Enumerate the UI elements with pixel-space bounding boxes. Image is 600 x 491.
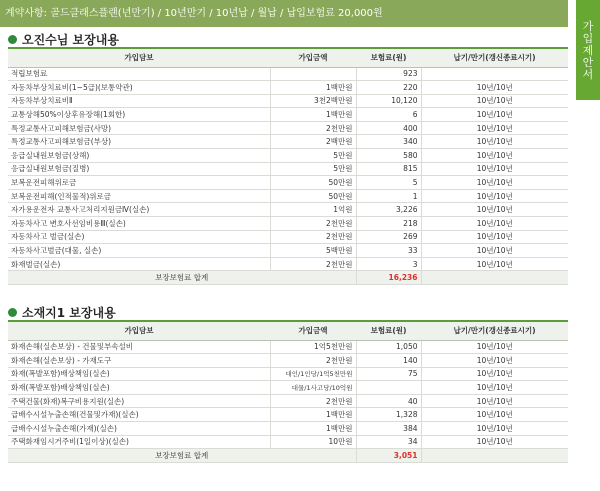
term-cell: 10년/10년 [421, 381, 568, 395]
contract-summary-bar [0, 0, 568, 27]
term-cell: 10년/10년 [421, 149, 568, 163]
amount-cell: 10만원 [270, 435, 356, 449]
coverage-cell: 자가용운전자 교통사고처리지원금Ⅳ(실손) [8, 203, 270, 217]
amount-cell [270, 67, 356, 81]
table-row [8, 108, 568, 122]
coverage-cell: 화재(폭발포함)배상책임(실손) [8, 367, 270, 381]
total-label: 보장보험료 합계 [8, 271, 356, 285]
term-cell: 10년/10년 [421, 394, 568, 408]
table-row [8, 162, 568, 176]
table-row [8, 94, 568, 108]
premium-cell: 3,226 [356, 203, 421, 217]
amount-cell: 50만원 [270, 189, 356, 203]
table-header-row [8, 49, 568, 67]
table-row [8, 217, 568, 231]
premium-cell: 269 [356, 230, 421, 244]
term-cell: 10년/10년 [421, 244, 568, 258]
term-cell: 10년/10년 [421, 176, 568, 190]
premium-cell: 340 [356, 135, 421, 149]
table-row [8, 176, 568, 190]
amount-cell: 1억원 [270, 203, 356, 217]
amount-cell: 2천만원 [270, 230, 356, 244]
amount-cell: 1억5천만원 [270, 340, 356, 354]
col-header-term: 납기/만기(갱신종료시기) [421, 322, 568, 340]
coverage-cell: 주택건물(화재)복구비용지원(실손) [8, 394, 270, 408]
total-term-empty [421, 271, 568, 285]
table-row [8, 67, 568, 81]
table-row [8, 422, 568, 436]
table-row [8, 135, 568, 149]
table-row [8, 189, 568, 203]
total-row [8, 449, 568, 463]
term-cell: 10년/10년 [421, 108, 568, 122]
table-row [8, 230, 568, 244]
section1-table [8, 49, 568, 285]
premium-cell: 3 [356, 257, 421, 271]
amount-cell: 1백만원 [270, 408, 356, 422]
col-header-amount: 가입금액 [270, 322, 356, 340]
coverage-cell: 자동차사고벌금(대물, 실손) [8, 244, 270, 258]
table-row [8, 394, 568, 408]
term-cell [421, 67, 568, 81]
premium-cell: 140 [356, 354, 421, 368]
term-cell: 10년/10년 [421, 135, 568, 149]
table-row [8, 257, 568, 271]
coverage-cell: 자동차부상치료비Ⅱ [8, 94, 270, 108]
amount-cell: 5만원 [270, 149, 356, 163]
amount-cell: 2백만원 [270, 135, 356, 149]
amount-cell: 2천만원 [270, 354, 356, 368]
table-row [8, 354, 568, 368]
term-cell: 10년/10년 [421, 408, 568, 422]
premium-cell: 384 [356, 422, 421, 436]
coverage-cell: 화재손해(실손보상) - 건물및부속설비 [8, 340, 270, 354]
coverage-cell: 주택화재임시거주비(1일이상)(실손) [8, 435, 270, 449]
coverage-cell: 급배수시설누출손해(가재)(실손) [8, 422, 270, 436]
term-cell: 10년/10년 [421, 81, 568, 95]
amount-cell: 1백만원 [270, 422, 356, 436]
amount-cell: 5백만원 [270, 244, 356, 258]
section1-title-text: 오진수님 보장내용 [22, 32, 119, 47]
table-header-row [8, 322, 568, 340]
section1-title [8, 30, 119, 48]
coverage-cell: 자동차부상치료비(1~5급)(보통약관) [8, 81, 270, 95]
col-header-premium: 보험료(원) [356, 49, 421, 67]
premium-cell: 5 [356, 176, 421, 190]
coverage-cell: 화재(폭발포함)배상책임(실손) [8, 381, 270, 395]
coverage-cell: 화재벌금(실손) [8, 257, 270, 271]
total-premium: 16,236 [356, 271, 421, 285]
term-cell: 10년/10년 [421, 121, 568, 135]
section-bullet-icon [8, 308, 17, 317]
coverage-cell: 화재손해(실손보상) - 가재도구 [8, 354, 270, 368]
table-row [8, 121, 568, 135]
coverage-cell: 특정교통사고피해보험금(사망) [8, 121, 270, 135]
premium-cell: 580 [356, 149, 421, 163]
proposal-side-tab[interactable] [576, 0, 600, 100]
contract-summary-text: 계약사항: 골드클래스플랜(년만기) / 10년만기 / 10년납 / 월납 / 납입보험료 20,000원 [5, 8, 383, 19]
amount-cell: 2천만원 [270, 217, 356, 231]
table-row [8, 81, 568, 95]
col-header-term: 납기/만기(갱신종료시기) [421, 49, 568, 67]
table-row [8, 149, 568, 163]
col-header-amount: 가입금액 [270, 49, 356, 67]
section2-title [8, 303, 116, 321]
coverage-cell: 특정교통사고피해보험금(부상) [8, 135, 270, 149]
amount-cell: 2천만원 [270, 394, 356, 408]
term-cell: 10년/10년 [421, 257, 568, 271]
term-cell: 10년/10년 [421, 367, 568, 381]
table-row [8, 203, 568, 217]
col-header-coverage: 가입담보 [8, 322, 270, 340]
term-cell: 10년/10년 [421, 230, 568, 244]
amount-cell: 1백만원 [270, 81, 356, 95]
premium-cell: 40 [356, 394, 421, 408]
premium-cell: 75 [356, 367, 421, 381]
table-row [8, 408, 568, 422]
premium-cell: 1,328 [356, 408, 421, 422]
premium-cell: 1,050 [356, 340, 421, 354]
total-term-empty [421, 449, 568, 463]
section2-title-text: 소재지1 보장내용 [22, 305, 116, 320]
premium-cell: 815 [356, 162, 421, 176]
term-cell: 10년/10년 [421, 354, 568, 368]
section2-rows [8, 340, 568, 463]
side-tab-char: 안 [582, 56, 594, 69]
coverage-cell: 교통상해50%이상후유장해(1회한) [8, 108, 270, 122]
total-premium: 3,051 [356, 449, 421, 463]
coverage-cell: 적립보험료 [8, 67, 270, 81]
premium-cell: 34 [356, 435, 421, 449]
total-row [8, 271, 568, 285]
table-row [8, 340, 568, 354]
term-cell: 10년/10년 [421, 435, 568, 449]
premium-cell: 923 [356, 67, 421, 81]
col-header-premium: 보험료(원) [356, 322, 421, 340]
amount-cell: 3천2백만원 [270, 94, 356, 108]
amount-cell: 2천만원 [270, 257, 356, 271]
section1-rows [8, 67, 568, 285]
amount-cell: 대인/1인당/1억5천만원 [270, 367, 356, 381]
coverage-cell: 급배수시설누출손해(건물및가재)(실손) [8, 408, 270, 422]
premium-cell: 218 [356, 217, 421, 231]
table-row [8, 381, 568, 395]
total-label: 보장보험료 합계 [8, 449, 356, 463]
coverage-cell: 자동차사고 벌금(실손) [8, 230, 270, 244]
side-tab-char: 입 [582, 32, 594, 45]
coverage-cell: 응급실내원보험금(상해) [8, 149, 270, 163]
amount-cell: 1백만원 [270, 108, 356, 122]
coverage-cell: 보복운전피해위로금 [8, 176, 270, 190]
premium-cell: 1 [356, 189, 421, 203]
coverage-cell: 응급실내원보험금(질병) [8, 162, 270, 176]
premium-cell: 220 [356, 81, 421, 95]
term-cell: 10년/10년 [421, 217, 568, 231]
side-tab-char: 서 [582, 68, 594, 81]
premium-cell: 6 [356, 108, 421, 122]
amount-cell: 5만원 [270, 162, 356, 176]
term-cell: 10년/10년 [421, 94, 568, 108]
table-row [8, 244, 568, 258]
section-bullet-icon [8, 35, 17, 44]
term-cell: 10년/10년 [421, 203, 568, 217]
section2-table [8, 322, 568, 463]
table-row [8, 435, 568, 449]
premium-cell [356, 381, 421, 395]
premium-cell: 10,120 [356, 94, 421, 108]
amount-cell: 대물/1사고당/10억원 [270, 381, 356, 395]
side-tab-char: 가 [582, 20, 594, 33]
amount-cell: 2천만원 [270, 121, 356, 135]
amount-cell: 50만원 [270, 176, 356, 190]
premium-cell: 33 [356, 244, 421, 258]
col-header-coverage: 가입담보 [8, 49, 270, 67]
term-cell: 10년/10년 [421, 422, 568, 436]
term-cell: 10년/10년 [421, 189, 568, 203]
term-cell: 10년/10년 [421, 340, 568, 354]
table-row [8, 367, 568, 381]
coverage-cell: 보복운전피해(인적물적)위로금 [8, 189, 270, 203]
coverage-cell: 자동차사고 변호사선임비용Ⅲ(실손) [8, 217, 270, 231]
term-cell: 10년/10년 [421, 162, 568, 176]
side-tab-char: 제 [582, 44, 594, 57]
premium-cell: 400 [356, 121, 421, 135]
